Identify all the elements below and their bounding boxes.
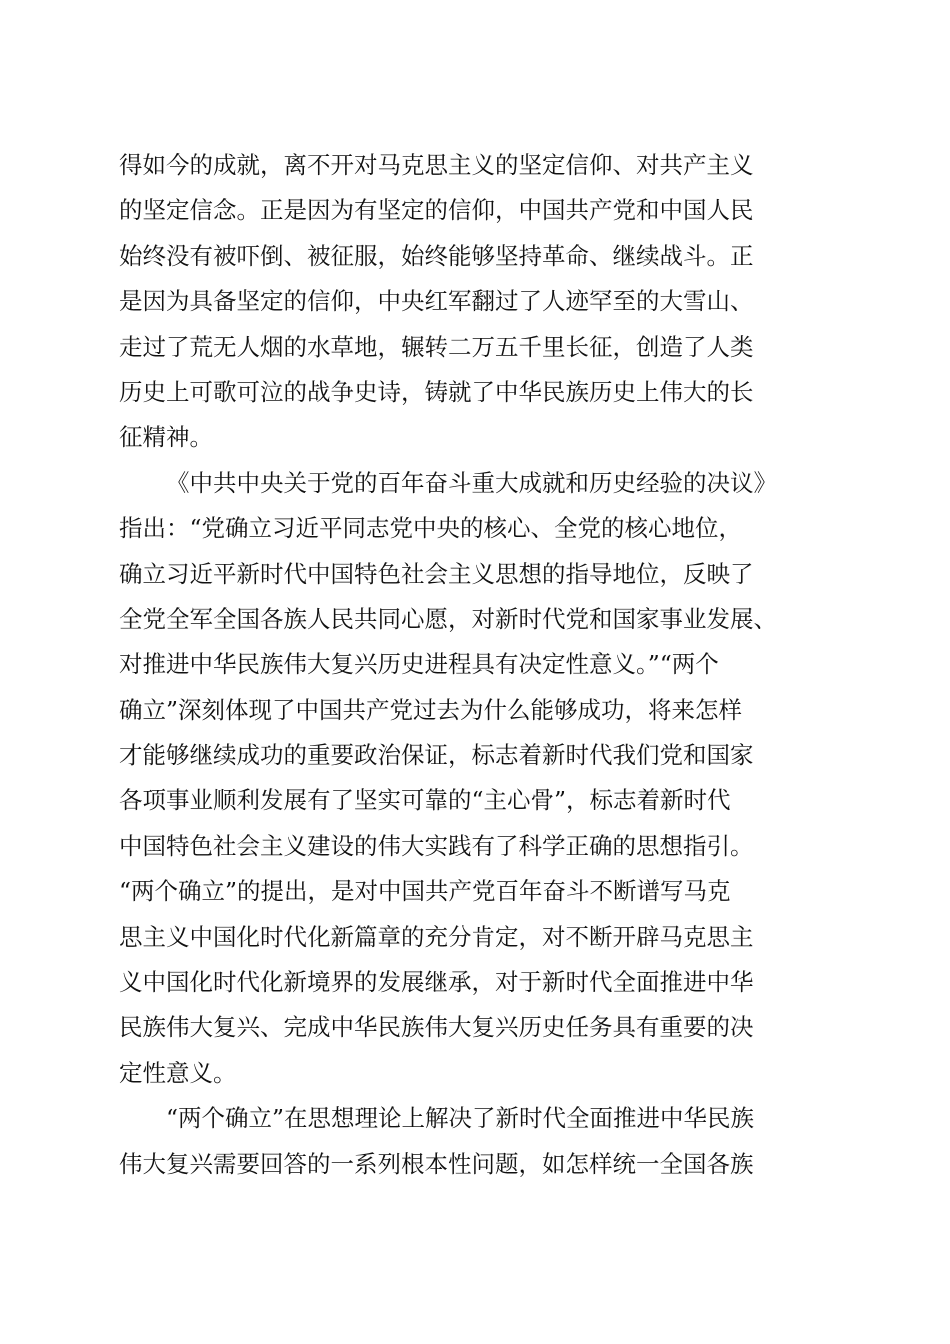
- text-line: 对推进中华民族伟大复兴历史进程具有决定性意义。”“两个: [119, 650, 719, 679]
- text-line: 全党全军全国各族人民共同心愿，对新时代党和国家事业发展、: [119, 604, 777, 633]
- paragraph-start-line: 《中共中央关于党的百年奋斗重大成就和历史经验的决议》: [166, 468, 777, 497]
- text-line: 征精神。: [119, 423, 213, 452]
- text-line: 中国特色社会主义建设的伟大实践有了科学正确的思想指引。: [119, 831, 754, 860]
- text-line: 历史上可歌可泣的战争史诗，铸就了中华民族历史上伟大的长: [119, 377, 754, 406]
- text-line: 伟大复兴需要回答的一系列根本性问题，如怎样统一全国各族: [119, 1149, 754, 1178]
- text-line: 指出：“党确立习近平同志党中央的核心、全党的核心地位，: [119, 514, 743, 543]
- text-line: 定性意义。: [119, 1058, 237, 1087]
- text-line: 义中国化时代化新境界的发展继承，对于新时代全面推进中华: [119, 968, 754, 997]
- text-line: 民族伟大复兴、完成中华民族伟大复兴历史任务具有重要的决: [119, 1013, 754, 1042]
- paragraph-start-line: “两个确立”在思想理论上解决了新时代全面推进中华民族: [166, 1104, 755, 1133]
- text-line: 确立”深刻体现了中国共产党过去为什么能够成功，将来怎样: [119, 695, 743, 724]
- text-line: 的坚定信念。正是因为有坚定的信仰，中国共产党和中国人民: [119, 196, 754, 225]
- text-line: 才能够继续成功的重要政治保证，标志着新时代我们党和国家: [119, 741, 754, 770]
- body-text: [119, 143, 839, 1187]
- text-line: 思主义中国化时代化新篇章的充分肯定，对不断开辟马克思主: [119, 922, 754, 951]
- text-line: 始终没有被吓倒、被征服，始终能够坚持革命、继续战斗。正: [119, 241, 754, 270]
- text-line: 得如今的成就，离不开对马克思主义的坚定信仰、对共产主义: [119, 151, 754, 179]
- text-line: “两个确立”的提出，是对中国共产党百年奋斗不断谱写马克: [119, 877, 731, 906]
- text-line: 是因为具备坚定的信仰，中央红军翻过了人迹罕至的大雪山、: [119, 287, 754, 316]
- text-line: 各项事业顺利发展有了坚实可靠的“主心骨”，标志着新时代: [119, 786, 731, 815]
- text-line: 走过了荒无人烟的水草地，辗转二万五千里长征，创造了人类: [119, 332, 754, 361]
- text-line: 确立习近平新时代中国特色社会主义思想的指导地位，反映了: [119, 559, 754, 588]
